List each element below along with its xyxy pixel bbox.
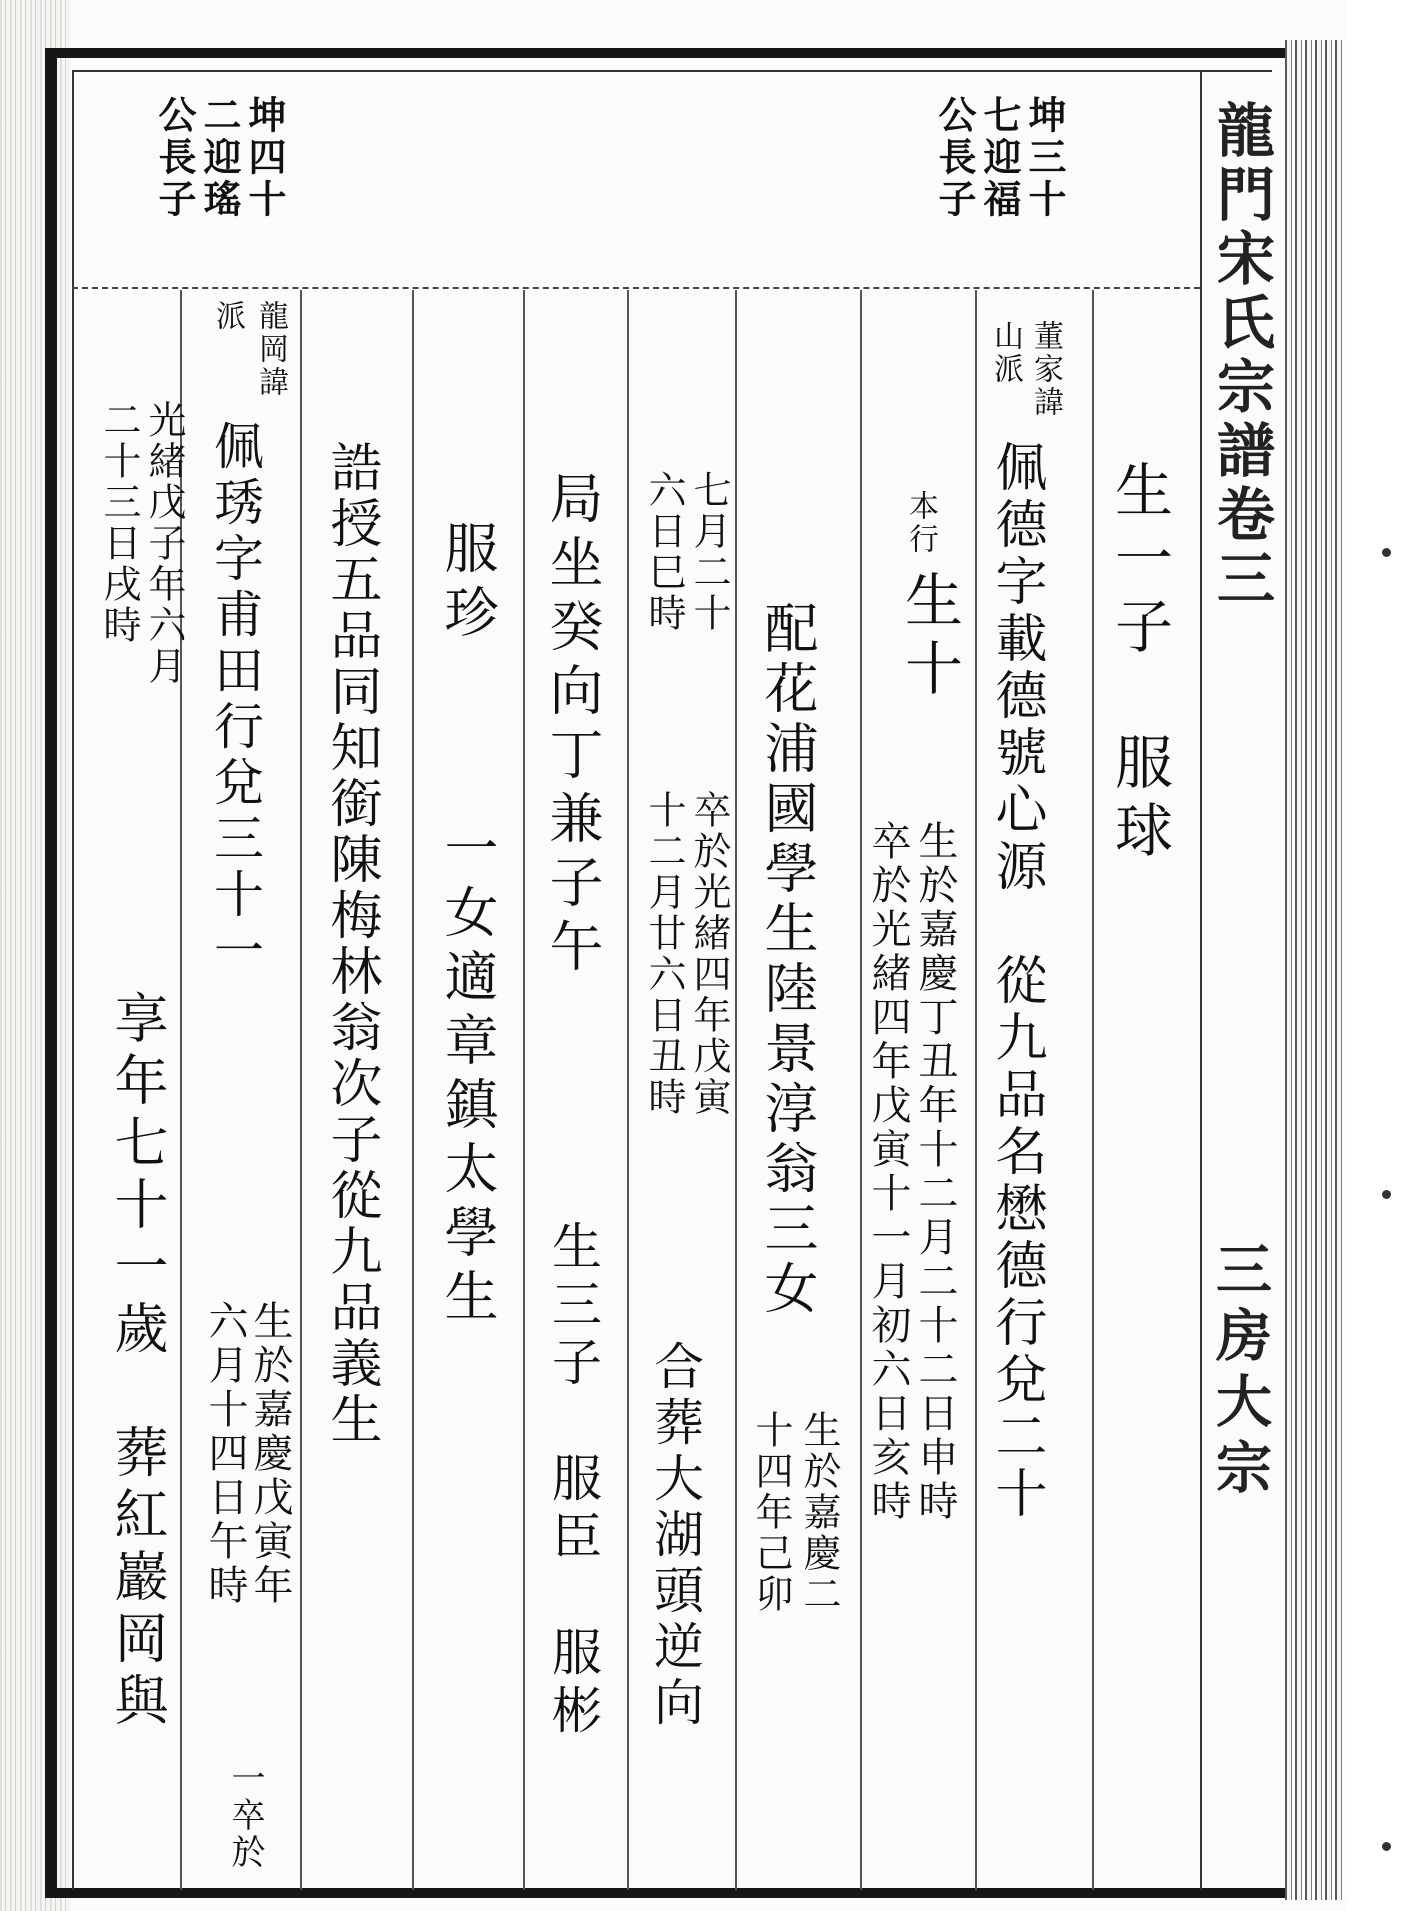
column-rule [523, 290, 525, 1890]
column-3-note-2: 卒於光緒四年戊寅十一月初六日亥時 [865, 820, 911, 1524]
fold-section-label: 三房大宗 [1207, 1240, 1273, 1504]
header-divider [72, 287, 1200, 289]
column-3-small: 本行 [903, 490, 938, 556]
scan-speck [1382, 1842, 1391, 1851]
column-rule [735, 290, 737, 1890]
column-3-note-1: 生於嘉慶丁丑年十二月二十二日申時 [912, 820, 958, 1524]
header-left-line3: 公長子 [152, 95, 197, 221]
edge-margin [1346, 0, 1404, 1911]
header-left-line2: 二迎瑤 [197, 95, 242, 221]
column-rule [860, 290, 862, 1890]
column-5-note-2: 十二月廿六日丑時 [642, 790, 686, 1118]
column-7-tail: 一女適章鎮太學生 [436, 820, 499, 1332]
page-edges [1285, 40, 1345, 1900]
column-4-note-1: 生於嘉慶二 [797, 1410, 841, 1615]
column-9-small-2: 派 [210, 300, 245, 333]
scan-speck [1382, 548, 1391, 557]
column-8-main: 誥授五品同知銜陳梅林翁次子從九品義生 [321, 440, 381, 1448]
column-5-note-1: 卒於光緒四年戊寅 [687, 790, 731, 1118]
scan-speck [1382, 1190, 1391, 1199]
column-10-main: 享年七十一歲 葬紅巖岡與 [106, 990, 169, 1734]
column-9-note-2: 六月十四日午時 [202, 1300, 248, 1608]
column-6-main: 局坐癸向丁兼子午 [541, 470, 604, 982]
fold-title: 龍門宋氏宗譜卷三 [1207, 100, 1275, 612]
column-rule [300, 290, 302, 1890]
header-right-line1: 坤三十 [1022, 95, 1067, 221]
header-right-line3: 公長子 [932, 95, 977, 221]
column-9-small-1: 龍岡諱 [253, 300, 288, 399]
column-2-small-1: 董家諱 [1028, 320, 1063, 419]
header-left-line1: 坤四十 [242, 95, 287, 221]
column-4-main: 配花浦國學生陸景淳翁三女 [756, 600, 819, 1320]
column-rule [627, 290, 629, 1890]
column-5-small-2: 六日巳時 [642, 470, 686, 634]
column-6-tail: 生三子 服臣 服彬 [544, 1220, 602, 1742]
header-right-line2: 七迎福 [977, 95, 1022, 221]
column-rule [412, 290, 414, 1890]
column-10-note-2: 二十三日戌時 [97, 400, 141, 646]
column-rule [975, 290, 977, 1890]
column-5-tail: 合葬大湖頭逆向 [646, 1340, 704, 1732]
column-7-main: 服珍 [436, 520, 499, 648]
column-4-note-2: 十四年己卯 [749, 1410, 793, 1615]
column-rule [1092, 290, 1094, 1890]
column-1-text: 生一子 服球 [1105, 460, 1173, 868]
column-2-small-2: 山派 [988, 320, 1023, 386]
column-9-tail: 一卒於 [225, 1760, 265, 1871]
column-9-note-1: 生於嘉慶戊寅年 [247, 1300, 293, 1608]
column-5-small-1: 七月二十 [687, 470, 731, 634]
column-9-main: 佩琇字甫田行兌三十一 [206, 420, 264, 980]
column-3-main: 生十 [895, 570, 963, 706]
column-10-note-1: 光緒戊子年六月 [142, 400, 186, 687]
column-2-main: 佩德字載德號心源 從九品名懋德行兌二十 [986, 440, 1046, 1523]
